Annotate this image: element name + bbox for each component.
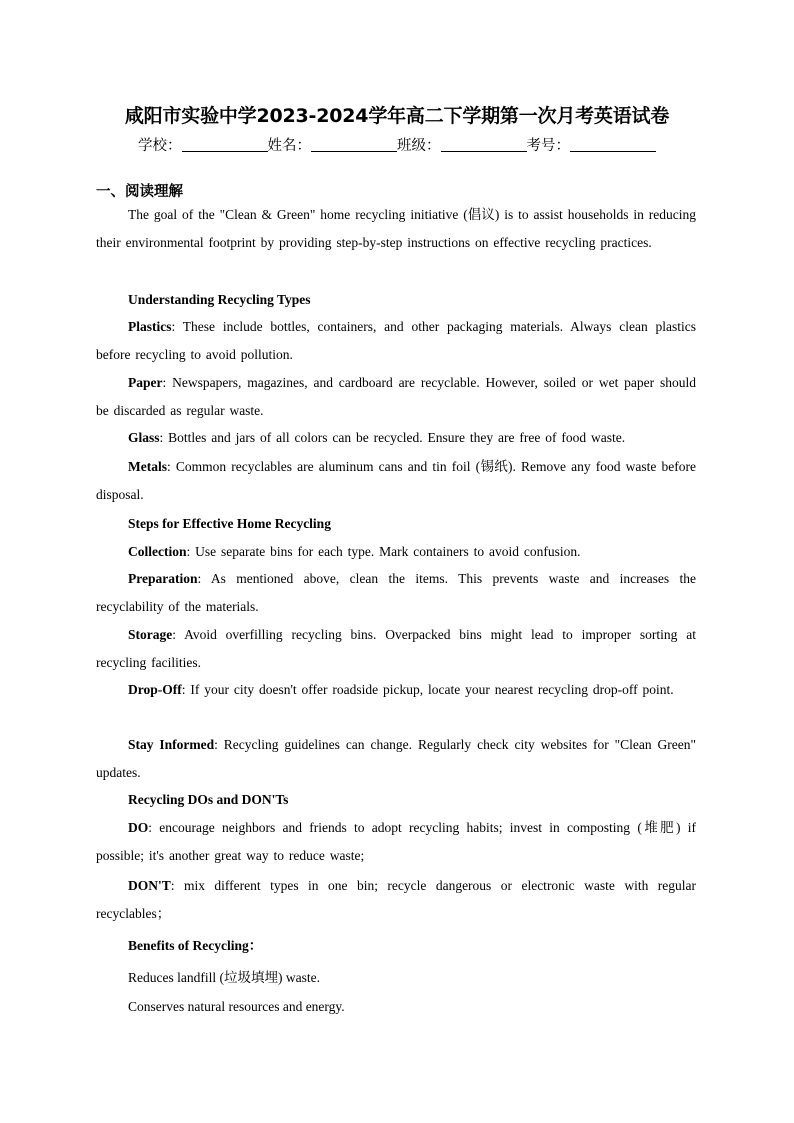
plastics-text: : These include bottles, containers, and other packaging materials. Always clean plastics before recycling to avoid pollution. [96, 319, 696, 362]
dont-paragraph [96, 872, 696, 927]
metals-paragraph [96, 453, 696, 508]
page-title: 咸阳市实验中学2023-2024学年高二下学期第一次月考英语试卷 [124, 105, 670, 127]
name-label: 姓名： [267, 138, 311, 154]
plastics-label: Plastics [128, 319, 172, 334]
exam-number-label: 考号： [526, 138, 570, 154]
heading-benefits: Benefits of Recycling： [128, 938, 263, 953]
heading-recycling-types: Understanding Recycling Types [128, 292, 311, 307]
benefit-item-1: Reduces landfill (垃圾填埋) waste. [128, 970, 320, 985]
do-label: DO [128, 820, 149, 835]
preparation-text: : As mentioned above, clean the items. This prevents waste and increases the recyclability of the materials. [96, 571, 696, 614]
collection-text: : Use separate bins for each type. Mark containers to avoid confusion. [186, 544, 581, 559]
stay-informed-text: : Recycling guidelines can change. Regularly check city websites for "Clean Green" updates. [96, 737, 697, 780]
storage-text: : Avoid overfilling recycling bins. Overpacked bins might lead to improper sorting at recycling facilities. [96, 627, 696, 670]
paper-label: Paper [128, 375, 163, 390]
name-blank[interactable] [311, 137, 397, 152]
preparation-label: Preparation [128, 571, 198, 586]
stay-informed-paragraph [96, 731, 696, 786]
paper-text: : Newspapers, magazines, and cardboard are recyclable. However, soiled or wet paper should be discarded as regular waste. [96, 375, 696, 418]
school-label: 学校： [138, 138, 182, 154]
intro-paragraph: The goal of the "Clean & Green" home recycling initiative (倡议) is to assist households in reducing their environmental footprint by providing step-by-step instructions on effective recycling practices. [96, 207, 696, 250]
dropoff-label: Drop-Off [128, 682, 182, 697]
collection-paragraph [96, 538, 696, 566]
heading-dos-donts: Recycling DOs and DON'Ts [128, 792, 289, 807]
school-blank[interactable] [182, 137, 268, 152]
storage-label: Storage [128, 627, 173, 642]
class-blank[interactable] [441, 137, 527, 152]
storage-paragraph [96, 621, 696, 676]
glass-text: : Bottles and jars of all colors can be recycled. Ensure they are free of food waste. [159, 430, 626, 445]
glass-paragraph [96, 424, 696, 452]
metals-label: Metals [128, 459, 167, 474]
exam-number-blank[interactable] [570, 137, 656, 152]
preparation-paragraph [96, 565, 696, 620]
dropoff-text: : If your city doesn't offer roadside pickup, locate your nearest recycling drop-off point. [181, 682, 674, 697]
dont-label: DON'T [128, 878, 171, 893]
do-text: : encourage neighbors and friends to adopt recycling habits; invest in composting (堆肥) if possible; it's another great way to reduce waste; [96, 820, 696, 863]
paper-paragraph [96, 369, 696, 424]
heading-steps: Steps for Effective Home Recycling [128, 516, 331, 531]
dropoff-paragraph [96, 676, 696, 704]
metals-text: : Common recyclables are aluminum cans and tin foil (锡纸). Remove any food waste before disposal. [96, 459, 696, 502]
dont-text: : mix different types in one bin; recycle dangerous or electronic waste with regular recyclables； [96, 878, 696, 921]
class-label: 班级： [397, 138, 441, 154]
collection-label: Collection [128, 544, 187, 559]
stay-informed-label: Stay Informed [128, 737, 215, 752]
section-heading: 一、阅读理解 [96, 184, 183, 200]
glass-label: Glass [128, 430, 160, 445]
student-info-row [0, 135, 794, 157]
do-paragraph [96, 814, 696, 869]
benefit-item-2: Conserves natural resources and energy. [128, 999, 345, 1014]
plastics-paragraph [96, 313, 696, 368]
